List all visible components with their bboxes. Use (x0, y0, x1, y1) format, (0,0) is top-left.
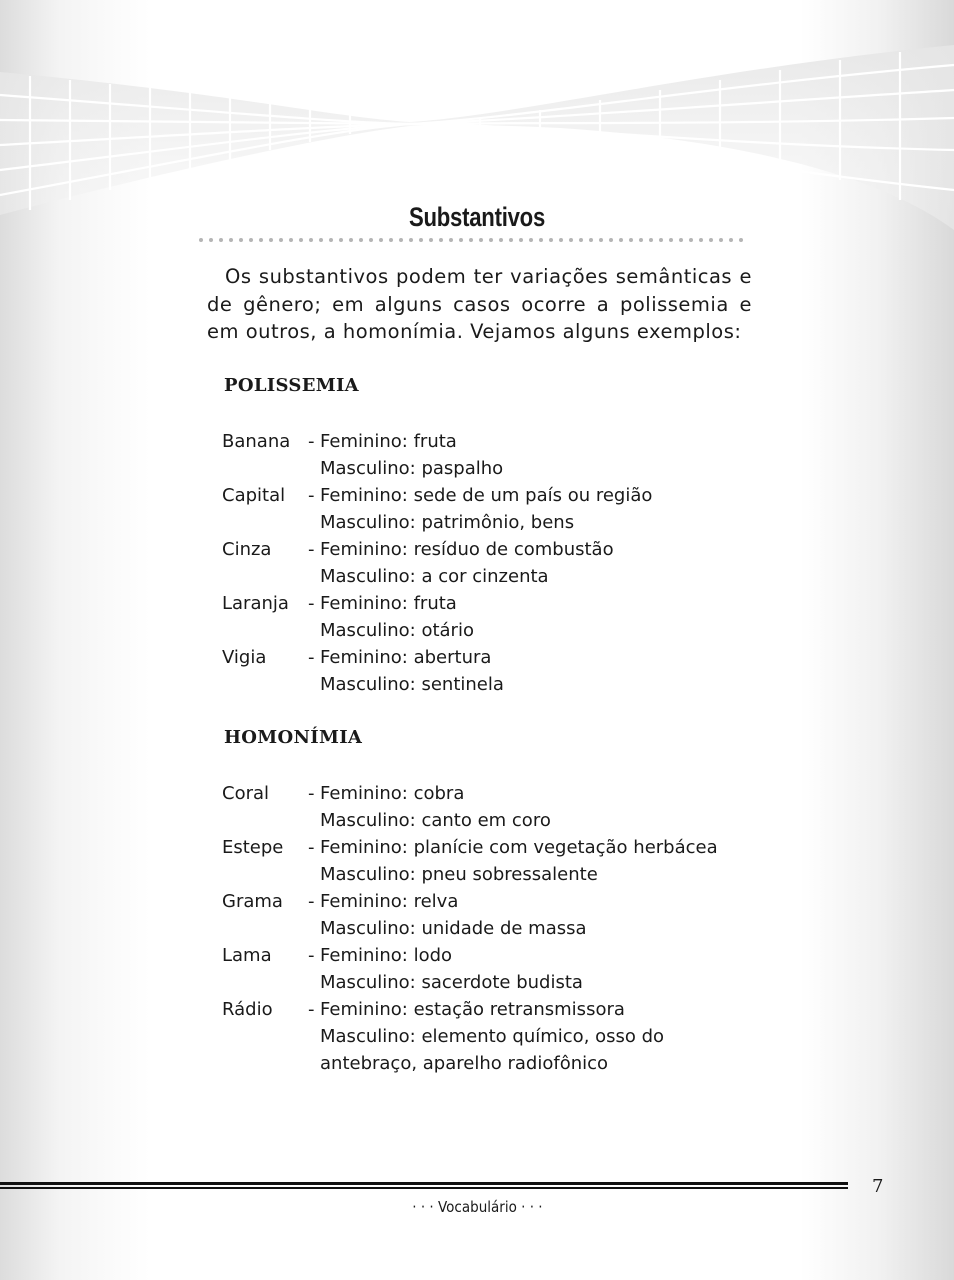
sense-masculine: Masculino: pneu sobressalente (320, 864, 598, 885)
entry-senses (320, 536, 614, 590)
footer-rule-thick (0, 1182, 848, 1185)
homonimia-list (222, 780, 718, 1077)
footer-rule-thin (0, 1187, 848, 1189)
sense-feminine: Feminino: sede de um país ou região (320, 485, 653, 506)
list-item (222, 942, 718, 996)
entry-dash: - (308, 999, 315, 1020)
sense-masculine: Masculino: a cor cinzenta (320, 566, 549, 587)
section-heading-polissemia: POLISSEMIA (224, 375, 359, 396)
entry-dash: - (308, 539, 315, 560)
sense-feminine: Feminino: cobra (320, 783, 465, 804)
sense-feminine: Feminino: abertura (320, 647, 492, 668)
intro-paragraph (207, 263, 752, 346)
sense-masculine: Masculino: elemento químico, osso do (320, 1026, 665, 1047)
list-item (222, 996, 718, 1077)
page-title: Substantivos (408, 202, 546, 232)
list-item (222, 536, 652, 590)
sense-masculine: Masculino: canto em coro (320, 810, 551, 831)
entry-word: Lama (222, 945, 272, 966)
entry-word: Estepe (222, 837, 284, 858)
entry-senses (320, 590, 474, 644)
list-item (222, 428, 652, 482)
entry-senses (320, 942, 583, 996)
sense-feminine: Feminino: planície com vegetação herbácea (320, 837, 718, 858)
entry-senses (320, 996, 664, 1077)
sense-masculine: Masculino: sacerdote budista (320, 972, 583, 993)
entry-word: Coral (222, 783, 270, 804)
entry-senses (320, 644, 504, 698)
list-item (222, 834, 718, 888)
sense-feminine: Feminino: lodo (320, 945, 453, 966)
entry-word: Cinza (222, 539, 272, 560)
section-heading-homonimia: HOMONÍMIA (224, 727, 363, 748)
sense-feminine: Feminino: relva (320, 891, 459, 912)
page-number: 7 (872, 1176, 884, 1197)
sense-masculine: Masculino: sentinela (320, 674, 504, 695)
entry-senses (320, 482, 652, 536)
list-item (222, 644, 652, 698)
entry-senses (320, 834, 718, 888)
entry-dash: - (308, 431, 315, 452)
entry-dash: - (308, 593, 315, 614)
entry-senses (320, 428, 503, 482)
entry-dash: - (308, 485, 315, 506)
entry-word: Vigia (222, 647, 267, 668)
entry-word: Capital (222, 485, 286, 506)
entry-dash: - (308, 647, 315, 668)
sense-feminine: Feminino: estação retransmissora (320, 999, 625, 1020)
entry-dash: - (308, 945, 315, 966)
entry-senses (320, 780, 551, 834)
entry-word: Rádio (222, 999, 273, 1020)
title-dotted-rule (198, 236, 750, 244)
polissemia-list (222, 428, 652, 698)
entry-word: Laranja (222, 593, 289, 614)
list-item (222, 590, 652, 644)
footer-double-rule (0, 1182, 848, 1192)
entry-dash: - (308, 783, 315, 804)
sense-masculine: Masculino: patrimônio, bens (320, 512, 575, 533)
running-footer-text: · · · Vocabulário · · · (411, 1198, 543, 1216)
sense-masculine-cont: antebraço, aparelho radiofônico (320, 1053, 609, 1074)
entry-word: Banana (222, 431, 291, 452)
entry-senses (320, 888, 587, 942)
sense-feminine: Feminino: fruta (320, 593, 457, 614)
list-item (222, 888, 718, 942)
intro-text: Os substantivos podem ter variações semânticas e de gênero; em alguns casos ocorre a polissemia e em outros, a homonímia. Vejamos alguns exemplos: (207, 265, 752, 343)
entry-dash: - (308, 837, 315, 858)
sense-masculine: Masculino: otário (320, 620, 474, 641)
sense-masculine: Masculino: unidade de massa (320, 918, 587, 939)
sense-feminine: Feminino: resíduo de combustão (320, 539, 614, 560)
entry-dash: - (308, 891, 315, 912)
sense-masculine: Masculino: paspalho (320, 458, 504, 479)
list-item (222, 780, 718, 834)
sense-feminine: Feminino: fruta (320, 431, 457, 452)
running-footer (0, 1198, 954, 1216)
entry-word: Grama (222, 891, 283, 912)
list-item (222, 482, 652, 536)
